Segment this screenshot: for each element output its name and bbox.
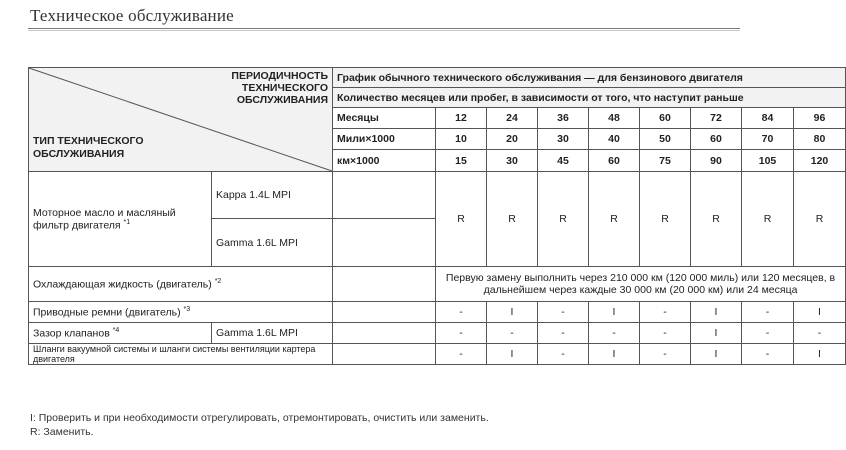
oil-value: R — [487, 172, 538, 267]
maintenance-schedule-table — [28, 67, 846, 365]
valves-value: I — [691, 323, 742, 344]
hoses-value: I — [589, 344, 640, 365]
page-title: Техническое обслуживание — [30, 6, 234, 25]
belts-value: I — [487, 302, 538, 323]
hoses-value: - — [640, 344, 691, 365]
coolant-label-text: Охлаждающая жидкость (двигатель) — [33, 278, 212, 291]
valves-value: - — [640, 323, 691, 344]
hoses-label — [29, 344, 333, 365]
valves-label — [29, 323, 212, 344]
hoses-spacer — [333, 344, 436, 365]
valves-engine: Gamma 1.6L MPI — [212, 323, 333, 344]
miles-value: 50 — [640, 129, 691, 150]
km-value: 30 — [487, 150, 538, 172]
hoses-label-text: Шланги вакуумной системы и шланги системы вентиляции картера двигателя — [33, 344, 316, 364]
oil-label — [29, 172, 212, 267]
valves-value: - — [794, 323, 846, 344]
months-value: 48 — [589, 108, 640, 129]
months-value: 72 — [691, 108, 742, 129]
hoses-value: I — [794, 344, 846, 365]
km-row-label: км×1000 — [333, 150, 436, 172]
corner-header-cell — [29, 68, 333, 172]
km-value: 75 — [640, 150, 691, 172]
months-value: 36 — [538, 108, 589, 129]
legend — [30, 411, 489, 439]
coolant-interval-text: Первую замену выполнить через 210 000 км (120 000 миль) или 120 месяцев, в дальнейшем через каждые 30 000 км (20 000 км) или 24 месяца — [436, 267, 846, 302]
periodicity-header: ПЕРИОДИЧНОСТЬ ТЕХНИЧЕСКОГО ОБСЛУЖИВАНИЯ — [231, 70, 328, 106]
belts-value: - — [538, 302, 589, 323]
km-value: 15 — [436, 150, 487, 172]
belts-spacer — [333, 302, 436, 323]
months-value: 60 — [640, 108, 691, 129]
valves-value: - — [436, 323, 487, 344]
miles-value: 80 — [794, 129, 846, 150]
km-value: 120 — [794, 150, 846, 172]
km-value: 90 — [691, 150, 742, 172]
belts-value: - — [436, 302, 487, 323]
months-value: 24 — [487, 108, 538, 129]
miles-value: 60 — [691, 129, 742, 150]
km-value: 45 — [538, 150, 589, 172]
oil-value: R — [742, 172, 794, 267]
whichever-first-note: Количество месяцев или пробег, в зависимости от того, что наступит раньше — [333, 88, 846, 108]
valves-footnote: *4 — [112, 326, 120, 334]
months-value: 84 — [742, 108, 794, 129]
oil-value: R — [436, 172, 487, 267]
valves-spacer — [333, 323, 436, 344]
oil-value: R — [794, 172, 846, 267]
legend-inspect: I: Проверить и при необходимости отрегулировать, отремонтировать, очистить или заменить. — [30, 412, 489, 424]
title-divider-shadow — [28, 30, 740, 31]
belts-label-text: Приводные ремни (двигатель) — [33, 306, 181, 319]
miles-value: 70 — [742, 129, 794, 150]
miles-row-label: Мили×1000 — [333, 129, 436, 150]
valves-value: - — [538, 323, 589, 344]
hoses-value: - — [436, 344, 487, 365]
months-value: 12 — [436, 108, 487, 129]
months-row-label: Месяцы — [333, 108, 436, 129]
valves-value: - — [742, 323, 794, 344]
oil-engine-kappa: Kappa 1.4L MPI — [212, 172, 333, 219]
coolant-spacer — [333, 267, 436, 302]
oil-spacer — [333, 219, 436, 267]
miles-value: 30 — [538, 129, 589, 150]
oil-footnote: *1 — [123, 218, 131, 226]
maintenance-type-header: ТИП ТЕХНИЧЕСКОГО ОБСЛУЖИВАНИЯ — [33, 135, 144, 160]
belts-value: I — [794, 302, 846, 323]
oil-value: R — [589, 172, 640, 267]
belts-footnote: *3 — [183, 305, 191, 313]
belts-value: I — [589, 302, 640, 323]
miles-value: 40 — [589, 129, 640, 150]
valves-label-text: Зазор клапанов — [33, 327, 110, 340]
km-value: 105 — [742, 150, 794, 172]
belts-value: - — [742, 302, 794, 323]
oil-label-text: Моторное масло и масляный фильтр двигателя — [33, 206, 176, 232]
coolant-footnote: *2 — [214, 277, 222, 285]
legend-replace: R: Заменить. — [30, 426, 94, 438]
oil-engine-gamma: Gamma 1.6L MPI — [212, 219, 333, 267]
belts-label — [29, 302, 333, 323]
km-value: 60 — [589, 150, 640, 172]
hoses-value: - — [538, 344, 589, 365]
coolant-label — [29, 267, 333, 302]
oil-value: R — [538, 172, 589, 267]
hoses-value: I — [487, 344, 538, 365]
hoses-value: I — [691, 344, 742, 365]
valves-value: - — [487, 323, 538, 344]
valves-value: - — [589, 323, 640, 344]
belts-value: I — [691, 302, 742, 323]
hoses-value: - — [742, 344, 794, 365]
oil-value: R — [691, 172, 742, 267]
oil-spacer — [333, 172, 436, 219]
months-value: 96 — [794, 108, 846, 129]
title-divider — [28, 28, 740, 29]
miles-value: 10 — [436, 129, 487, 150]
schedule-title: График обычного технического обслуживания — для бензинового двигателя — [333, 68, 846, 88]
belts-value: - — [640, 302, 691, 323]
miles-value: 20 — [487, 129, 538, 150]
oil-value: R — [640, 172, 691, 267]
